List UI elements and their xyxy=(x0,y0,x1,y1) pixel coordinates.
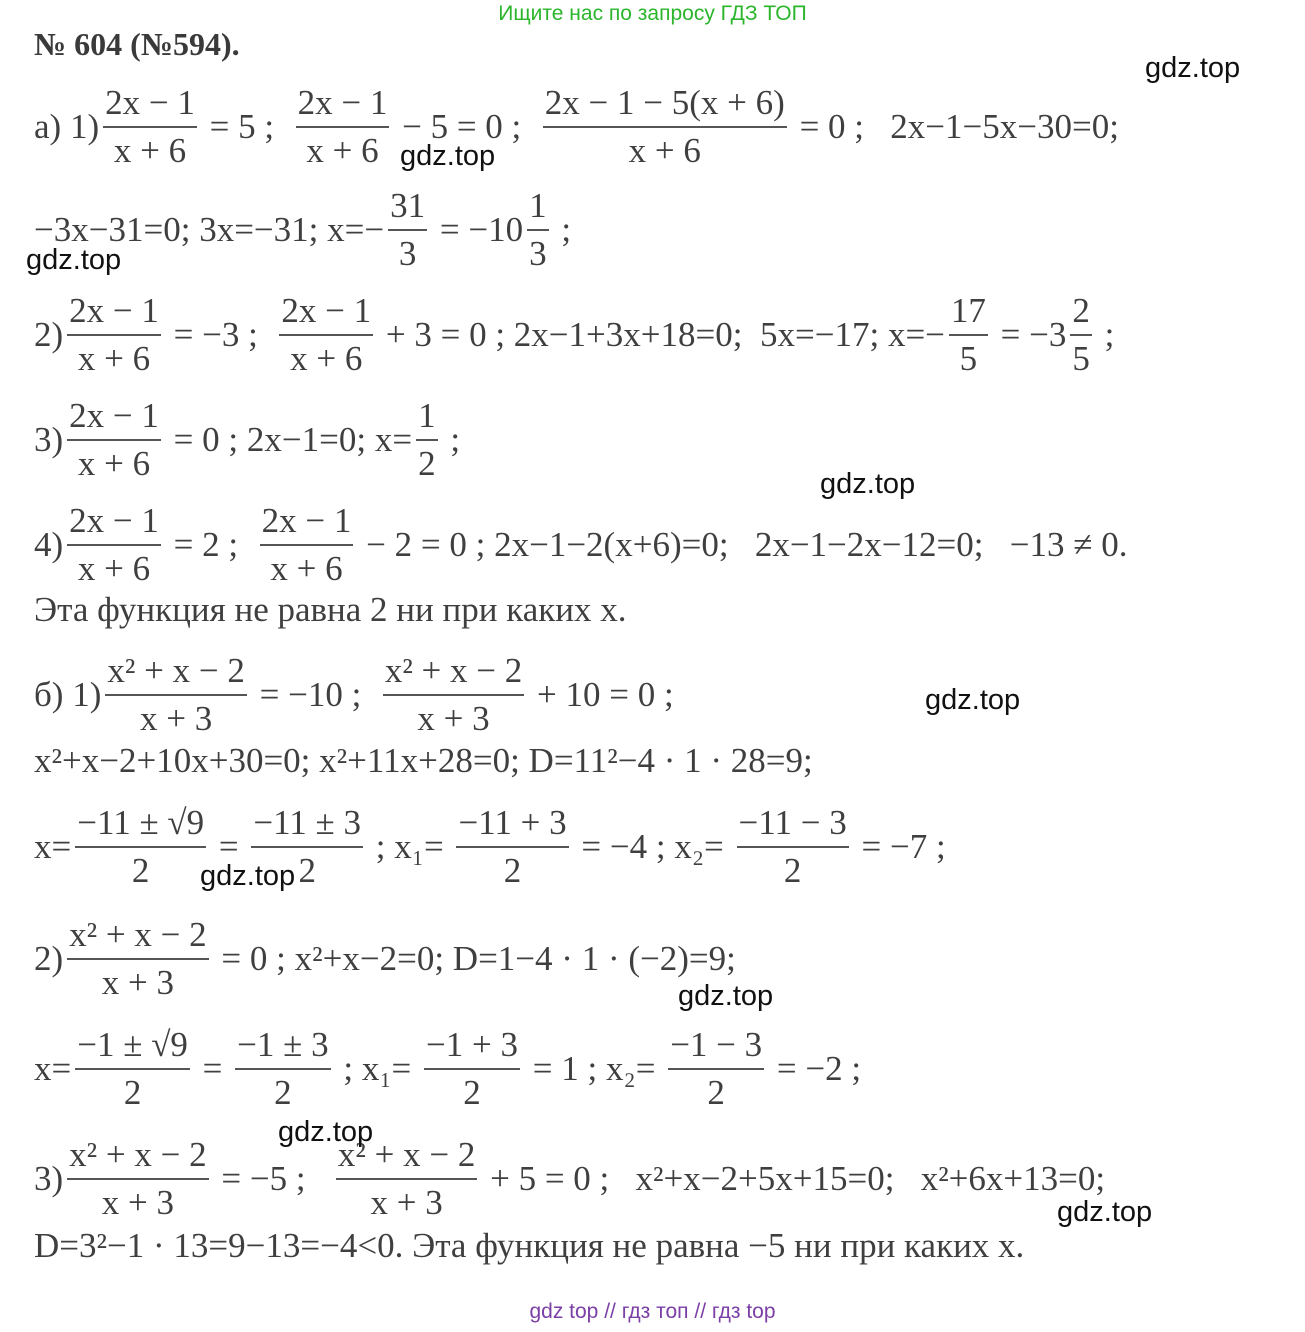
search-banner: Ищите нас по запросу ГДЗ ТОП xyxy=(498,2,807,25)
line-b2-roots: x= $\frac{-1 \pm √9}{2}$ = $\frac{-1 \pm 3}{2}$ ; x₁= $\frac{-1 + 3}{2}$ = 1 ; x₂= $\frac{-1 - 3}{2}$ = −2 ; xyxy=(34,1022,861,1115)
fraction: $\frac{1}{3}$ xyxy=(527,183,549,276)
fraction: $\frac{\text{x² + x − 2}}{x + 3}$ xyxy=(67,1132,208,1225)
line-b1-equation: x²+x−2+10x+30=0; x²+11x+28=0; D=11²−4 · 1 · 28=9; xyxy=(34,741,813,780)
fraction: $\frac{-11 \pm √9}{2}$ xyxy=(75,800,206,893)
line-b2: 2) $\frac{\text{x² + x − 2}}{x + 3}$ = 0 ; x²+x−2=0; D=1−4 · 1 · (−2)=9; xyxy=(34,912,736,1005)
fraction: $\frac{2x - 1 - 5(x + 6)}{x + 6}$ xyxy=(543,80,787,173)
line-a4-conclusion: Эта функция не равна 2 ни при каких x. xyxy=(34,590,627,629)
line-a2: 2) $\frac{2x - 1}{x + 6}$ = −3 ; $\frac{2x - 1}{x + 6}$ + 3 = 0 ; 2x−1+3x+18=0; 5x=−17; x=− $\frac{17}{5}$ = −3 $\frac{2}{5}$ ; xyxy=(34,288,1114,381)
line-b3: 3) $\frac{\text{x² + x − 2}}{x + 3}$ = −5 ; $\frac{\text{x² + x − 2}}{x + 3}$ + 5 = 0 ; x²+x−2+5x+15=0; x²+6x+13=0; xyxy=(34,1132,1105,1225)
watermark: gdz.top xyxy=(1057,1196,1153,1228)
fraction: $\frac{2x - 1}{x + 6}$ xyxy=(260,498,354,591)
fraction: $\frac{2x - 1}{x + 6}$ xyxy=(103,80,197,173)
fraction: $\frac{-11 - 3}{2}$ xyxy=(737,800,849,893)
line-a3: 3) $\frac{2x - 1}{x + 6}$ = 0 ; 2x−1=0; x= $\frac{1}{2}$ ; xyxy=(34,393,460,486)
footer-links: gdz top // гдз топ // гдз top xyxy=(529,1300,776,1323)
fraction: $\frac{1}{2}$ xyxy=(416,393,438,486)
watermark: gdz.top xyxy=(26,244,122,276)
fraction: $\frac{\text{x² + x − 2}}{x + 3}$ xyxy=(105,648,246,741)
fraction: $\frac{-1 \pm √9}{2}$ xyxy=(75,1022,190,1115)
watermark: gdz.top xyxy=(400,140,496,172)
watermark: gdz.top xyxy=(925,684,1021,716)
fraction: $\frac{2}{5}$ xyxy=(1070,288,1092,381)
line-a1-solution: −3x−31=0; 3x=−31; x=− $\frac{31}{3}$ = −10 $\frac{1}{3}$ ; xyxy=(34,183,571,276)
line-a4: 4) $\frac{2x - 1}{x + 6}$ = 2 ; $\frac{2x - 1}{x + 6}$ − 2 = 0 ; 2x−1−2(x+6)=0; 2x−1−2x−12=0; −13 ≠ 0. xyxy=(34,498,1127,591)
fraction: $\frac{-11 \pm 3}{2}$ xyxy=(251,800,363,893)
fraction: $\frac{-1 + 3}{2}$ xyxy=(424,1022,520,1115)
fraction: $\frac{-1 - 3}{2}$ xyxy=(668,1022,764,1115)
fraction: $\frac{2x - 1}{x + 6}$ xyxy=(67,498,161,591)
watermark: gdz.top xyxy=(820,468,916,500)
fraction: $\frac{2x - 1}{x + 6}$ xyxy=(296,80,390,173)
line-b3-conclusion: D=3²−1 · 13=9−13=−4<0. Эта функция не равна −5 ни при каких x. xyxy=(34,1226,1025,1265)
fraction: $\frac{2x - 1}{x + 6}$ xyxy=(67,393,161,486)
line-b1: б) 1) $\frac{\text{x² + x − 2}}{x + 3}$ = −10 ; $\frac{\text{x² + x − 2}}{x + 3}$ + 10 = 0 ; xyxy=(34,648,674,741)
watermark: gdz.top xyxy=(200,860,296,892)
line-b1-roots: x= $\frac{-11 \pm √9}{2}$ = $\frac{-11 \pm 3}{2}$ ; x₁= $\frac{-11 + 3}{2}$ = −4 ; x₂= $\frac{-11 - 3}{2}$ = −7 ; xyxy=(34,800,946,893)
fraction: $\frac{31}{3}$ xyxy=(388,183,427,276)
watermark: gdz.top xyxy=(678,980,774,1012)
fraction: $\frac{17}{5}$ xyxy=(949,288,988,381)
watermark: gdz.top xyxy=(278,1116,374,1148)
fraction: $\frac{\text{x² + x − 2}}{x + 3}$ xyxy=(383,648,524,741)
fraction: $\frac{2x - 1}{x + 6}$ xyxy=(67,288,161,381)
watermark: gdz.top xyxy=(1145,52,1241,84)
line-a1: а) 1) $\frac{2x - 1}{x + 6}$ = 5 ; $\frac{2x - 1}{x + 6}$ − 5 = 0 ; $\frac{2x - 1 - 5(x + 6)}{x + 6}$ = 0 ; 2x−1−5x−30=0; xyxy=(34,80,1119,173)
line-a1-lead: а) 1) xyxy=(34,106,100,146)
fraction: $\frac{-1 \pm 3}{2}$ xyxy=(235,1022,330,1115)
fraction: $\frac{2x - 1}{x + 6}$ xyxy=(279,288,373,381)
fraction: $\frac{\text{x² + x − 2}}{x + 3}$ xyxy=(67,912,208,1005)
fraction: $\frac{\text{x² + x − 2}}{x + 3}$ xyxy=(336,1132,477,1225)
exercise-title: № 604 (№594). xyxy=(34,26,240,62)
fraction: $\frac{-11 + 3}{2}$ xyxy=(456,800,568,893)
